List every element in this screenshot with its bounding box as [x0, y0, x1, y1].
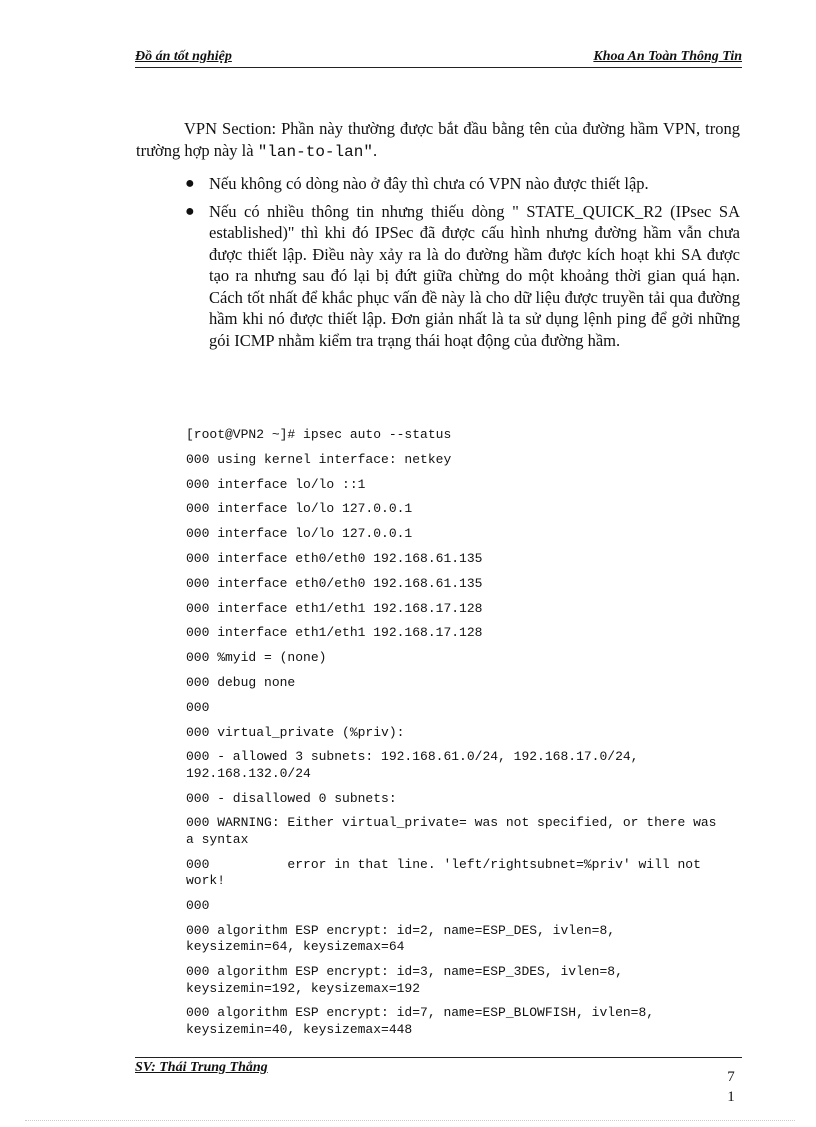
- code-line: 000 interface eth0/eth0 192.168.61.135: [186, 575, 483, 591]
- code-line: 000: [186, 898, 210, 914]
- code-line: 000 interface eth1/eth1 192.168.17.128: [186, 600, 483, 616]
- code-line: 000 using kernel interface: netkey: [186, 451, 452, 467]
- list-item: [185, 201, 740, 352]
- code-line: 000: [186, 699, 210, 715]
- page-number-digit: 7: [727, 1069, 735, 1085]
- code-line: 000 virtual_private (%priv):: [186, 724, 405, 740]
- code-line: 000 %myid = (none): [186, 650, 327, 666]
- code-line: 000 interface eth0/eth0 192.168.61.135: [186, 550, 483, 566]
- code-line: 000 - allowed 3 subnets: 192.168.61.0/24, 192.168.17.0/24, 192.168.132.0/24: [186, 749, 647, 781]
- intro-text: VPN Section: Phần này thường được bắt đầu bằng tên của đường hầm VPN, trong trường hợp này là: [136, 119, 740, 160]
- page-footer: [135, 1057, 742, 1127]
- code-line: [root@VPN2 ~]# ipsec auto --status: [186, 427, 452, 442]
- code-line: 000 - disallowed 0 subnets:: [186, 790, 397, 806]
- bullet-icon: ●: [185, 175, 195, 192]
- code-line: 000 interface lo/lo 127.0.0.1: [186, 526, 413, 542]
- header-faculty: Khoa An Toàn Thông Tin: [593, 49, 742, 64]
- bullet-list: [185, 173, 740, 357]
- page-edge-divider: [25, 1120, 795, 1121]
- terminal-output: [186, 427, 731, 1047]
- code-line: 000 interface eth1/eth1 192.168.17.128: [186, 625, 483, 641]
- code-line: 000 algorithm ESP encrypt: id=2, name=ESP_DES, ivlen=8, keysizemin=64, keysizemax=64: [186, 922, 623, 955]
- list-item: [185, 173, 740, 195]
- code-line: 000 algorithm ESP encrypt: id=7, name=ESP_BLOWFISH, ivlen=8, keysizemin=40, keysizemax=448: [186, 1005, 662, 1037]
- intro-code: "lan-to-lan": [257, 143, 373, 161]
- page-number-digit: 1: [727, 1089, 735, 1105]
- header-thesis-title: Đồ án tốt nghiệp: [135, 49, 232, 64]
- code-line: 000 error in that line. 'left/rightsubnet=%priv' will not work!: [186, 856, 709, 889]
- code-line: 000 debug none: [186, 674, 296, 690]
- code-line: 000 interface lo/lo ::1: [186, 476, 366, 492]
- intro-paragraph: [136, 118, 740, 163]
- page-header: [135, 47, 742, 68]
- page-number: [725, 1067, 737, 1107]
- code-line: 000 interface lo/lo 127.0.0.1: [186, 501, 413, 517]
- footer-student-name: SV: Thái Trung Thắng: [135, 1060, 268, 1075]
- footer-divider: [135, 1057, 742, 1058]
- code-line: 000 WARNING: Either virtual_private= was not specified, or there was a syntax: [186, 815, 725, 847]
- intro-end: .: [372, 141, 378, 160]
- bullet-text: Nếu không có dòng nào ở đây thì chưa có VPN nào được thiết lập.: [209, 174, 649, 193]
- bullet-text: Nếu có nhiều thông tin nhưng thiếu dòng " STATE_QUICK_R2 (IPsec SA established)" thì khi đó IPSec đã được cấu hình nhưng đường hầm vẫn chưa được thiết lập. Điều này xảy ra là do đường hầm được kích hoạt khi SA được tạo ra nhưng sau đó lại bị đứt giữa chừng do một khoảng thời gian quá hạn. Cách tốt nhất để khắc phục vấn đề này là cho dữ liệu được truyền tải qua đường hầm khi nó được thiết lập. Đơn giản nhất là ta sử dụng lệnh ping để gởi những gói ICMP nhằm kiểm tra trạng thái hoạt động của đường hầm.: [209, 201, 740, 350]
- bullet-icon: ●: [185, 202, 195, 220]
- code-line: 000 algorithm ESP encrypt: id=3, name=ESP_3DES, ivlen=8, keysizemin=192, keysizemax=192: [186, 964, 631, 996]
